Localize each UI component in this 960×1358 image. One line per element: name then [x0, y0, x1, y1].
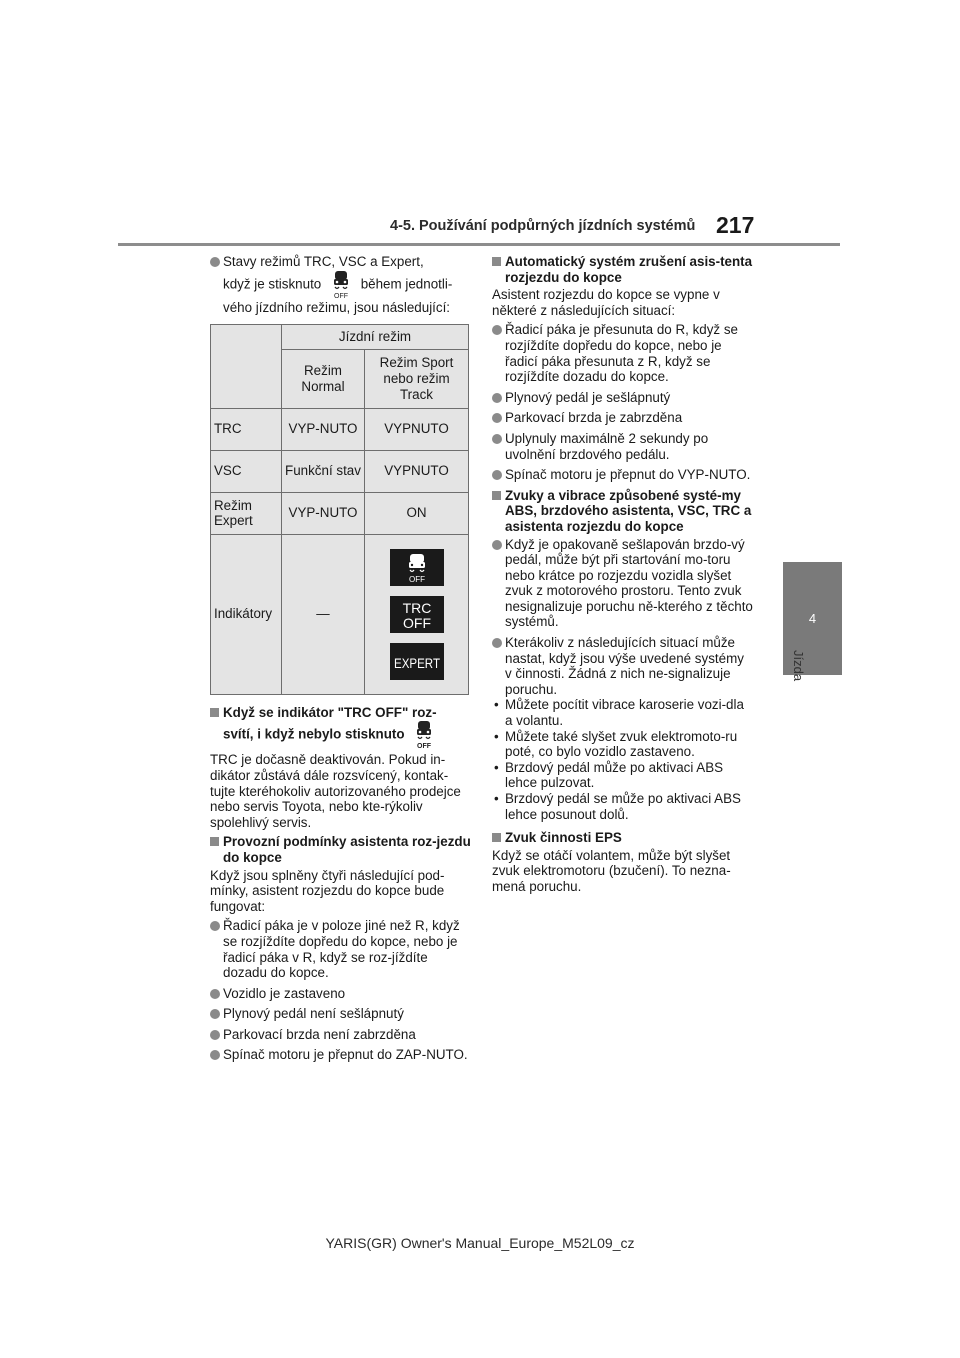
- right-column: [492, 254, 754, 899]
- bullet-dot-icon: [210, 1030, 220, 1040]
- footer-text: YARIS(GR) Owner's Manual_Europe_M52L09_cz: [325, 1235, 635, 1251]
- dash-item: • Brzdový pedál může po aktivaci ABS lehce pulzovat.: [494, 759, 724, 791]
- table-row-header: Režim Expert: [211, 492, 282, 534]
- table-cell: ON: [365, 492, 469, 534]
- svg-text:OFF: OFF: [417, 743, 432, 751]
- list-item: Spínač motoru je přepnut do ZAP-NUTO.: [210, 1047, 472, 1063]
- trc-off-button-icon: [412, 720, 436, 750]
- list-item: Uplynuly maximálně 2 sekundy po uvolnění brzdového pedálu.: [492, 431, 754, 462]
- list-item: Kterákoliv z následujících situací může nastat, když jsou výše uvedené systémy v činnosti. Žádná z nich ne-signalizuje poruchu.: [492, 635, 754, 697]
- table-col-header: Režim Normal: [282, 349, 365, 408]
- table-cell: VYPNUTO: [365, 450, 469, 492]
- table-cell: VYPNUTO: [365, 408, 469, 450]
- bullet-dot-icon: [210, 921, 220, 931]
- section-heading: Provozní podmínky asistenta roz-jezdu do kopce: [210, 834, 472, 865]
- paragraph: TRC je dočasně deaktivován. Pokud in-dikátor zůstává dále rozsvícený, kontak-tujte kteréhokoliv autorizovaného prodejce nebo servis Toyota, nebo kte-rýkoliv spolehlivý servis.: [210, 752, 461, 830]
- table-col-header: Režim Sport nebo režim Track: [365, 349, 469, 408]
- square-bullet-icon: [210, 708, 219, 717]
- list-item: Vozidlo je zastaveno: [210, 986, 472, 1002]
- section-heading: Když se indikátor "TRC OFF" roz- svítí, i když nebylo stisknuto OFF: [210, 705, 472, 751]
- bullet-dot-icon: [492, 434, 502, 444]
- bullet-dot-icon: [210, 257, 220, 267]
- table-cell: VYP-NUTO: [282, 492, 365, 534]
- list-item: Plynový pedál je sešlápnutý: [492, 390, 754, 406]
- chapter-label: Jízda: [791, 650, 806, 682]
- dash-item: • Můžete také slyšet zvuk elektromoto-ru poté, co bylo vozidlo zastaveno.: [494, 728, 738, 760]
- table-cell: —: [282, 534, 365, 694]
- paragraph: Asistent rozjezdu do kopce se vypne v některé z následujících situací:: [492, 287, 720, 318]
- bullet-dot-icon: [492, 470, 502, 480]
- bullet-dot-icon: [210, 989, 220, 999]
- bullet-dot-icon: [492, 413, 502, 423]
- left-column: [210, 254, 472, 1068]
- bullet-dot-icon: [210, 1009, 220, 1019]
- paragraph: Když se otáčí volantem, může být slyšet zvuk elektromotoru (bzučení). To nezna-mená poruchu.: [492, 847, 731, 894]
- section-heading: Zvuk činnosti EPS: [492, 830, 754, 846]
- svg-text:EXPERT: EXPERT: [393, 654, 440, 671]
- section-title: 4-5. Používání podpůrných jízdních systémů: [390, 218, 696, 234]
- chapter-number: 4: [808, 611, 817, 626]
- indicator-cell: [365, 534, 469, 694]
- svg-text:OFF: OFF: [333, 292, 348, 300]
- table-cell: Funkční stav: [282, 450, 365, 492]
- trc-off-car-icon: [390, 549, 444, 586]
- mode-table: [210, 324, 469, 695]
- trc-off-text-icon: [390, 596, 444, 633]
- square-bullet-icon: [210, 837, 219, 846]
- dash-item: • Brzdový pedál se může po aktivaci ABS lehce posunout dolů.: [494, 791, 741, 822]
- paragraph: Když jsou splněny čtyři následující pod-mínky, asistent rozjezdu do kopce bude fungovat:: [210, 867, 445, 914]
- list-item: Spínač motoru je přepnut do VYP-NUTO.: [492, 467, 754, 483]
- bullet-dot-icon: [210, 1050, 220, 1060]
- table-cell: VYP-NUTO: [282, 408, 365, 450]
- list-item: Když je opakovaně sešlapován brzdo-vý pedál, může být při startování mo-toru nebo krátce po rozjezdu vozidla slyšet zvuk z motorového prostoru. Tento zvuk nesignalizuje poruchu ně-kterého z těchto systémů.: [492, 537, 754, 631]
- table-group-header: Jízdní režim: [282, 325, 469, 350]
- square-bullet-icon: [492, 257, 501, 266]
- section-heading: Zvuky a vibrace způsobené systé-my ABS, brzdového asistenta, VSC, TRC a asistenta rozjezdu do kopce: [492, 488, 754, 535]
- table-row-header: VSC: [211, 450, 282, 492]
- trc-off-button-icon: [329, 270, 353, 300]
- bullet-dot-icon: [492, 540, 502, 550]
- expert-icon: [390, 643, 444, 680]
- section-heading: Automatický systém zrušení asis-tenta rozjezdu do kopce: [492, 254, 754, 285]
- dash-item: • Můžete pocítit vibrace karoserie vozi-dla a volantu.: [494, 697, 744, 729]
- square-bullet-icon: [492, 491, 501, 500]
- svg-text:TRC: TRC: [402, 599, 431, 616]
- bullet-dot-icon: [492, 638, 502, 648]
- list-item: Stavy režimů TRC, VSC a Expert, když je stisknuto OFF během jednotli- vého jízdního režimu, jsou následující:: [210, 254, 472, 315]
- svg-text:OFF: OFF: [408, 574, 425, 584]
- list-item: Parkovací brzda je zabrzděna: [492, 410, 754, 426]
- bullet-dot-icon: [492, 325, 502, 335]
- table-row-header: TRC: [211, 408, 282, 450]
- list-item: Plynový pedál není sešlápnutý: [210, 1006, 472, 1022]
- header-divider: [118, 243, 840, 246]
- list-item: Parkovací brzda není zabrzděna: [210, 1027, 472, 1043]
- svg-text:OFF: OFF: [402, 614, 431, 631]
- table-row-header: Indikátory: [211, 534, 282, 694]
- list-item: Řadicí páka je přesunuta do R, když se rozjíždíte dopředu do kopce, nebo je řadicí páka přesunuta z R, když se rozjíždíte dozadu do kopce.: [492, 322, 754, 384]
- square-bullet-icon: [492, 833, 501, 842]
- table-corner: [211, 325, 282, 409]
- bullet-dot-icon: [492, 393, 502, 403]
- page-number: 217: [716, 212, 755, 238]
- list-item: Řadicí páka je v poloze jiné než R, když se rozjíždíte dopředu do kopce, nebo je řadicí páka v R, když se roz-jíždíte dozadu do kopce.: [210, 918, 472, 980]
